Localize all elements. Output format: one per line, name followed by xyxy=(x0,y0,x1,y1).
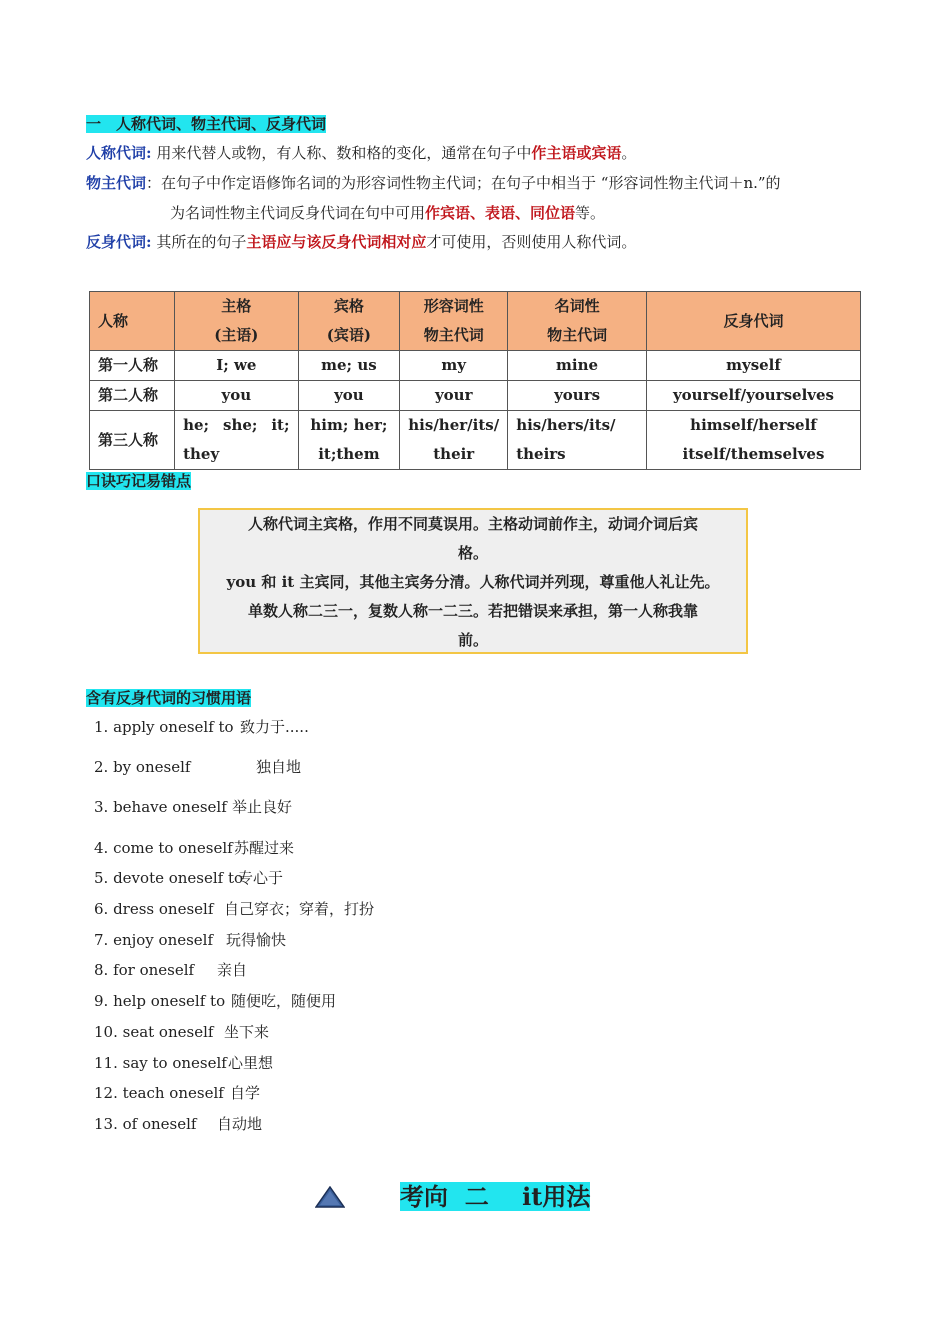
table-header-row xyxy=(90,292,861,351)
header-objective: 宾格 (宾语) xyxy=(298,292,400,351)
list-item: 1. apply oneself to 致力于..... xyxy=(94,718,309,736)
list-item: 8. for oneself 亲自 xyxy=(94,961,248,979)
header-reflexive: 反身代词 xyxy=(646,292,860,351)
list-item: 9. help oneself to 随便吃，随便用 xyxy=(94,992,337,1010)
reflexive-pronoun-definition: 反身代词: 其所在的句子主语应与该反身代词相对应才可使用，否则使用人称代词。 xyxy=(86,233,637,251)
list-item: 12. teach oneself 自学 xyxy=(94,1084,261,1102)
label-reflexive-pronoun: 反身代词: xyxy=(86,233,152,251)
section-title-mnemonic: 口诀巧记易错点 xyxy=(86,472,192,490)
triangle-icon xyxy=(315,1186,345,1208)
table-row: 第一人称 I; we me; us my mine myself xyxy=(90,351,861,381)
list-item: 6. dress oneself 自己穿衣；穿着，打扮 xyxy=(94,900,375,918)
header-adjective-possessive: 形容词性 物主代词 xyxy=(400,292,508,351)
mnemonic-box: 人称代词主宾格，作用不同莫误用。主格动词前作主，动词介词后宾 格。 you 和 it 主宾同，其他主宾务分清。人称代词并列现，尊重他人礼让先。 单数人称二三一，复数人称一二三。若把错误来承担，第一人称我靠 前。 xyxy=(198,508,748,654)
list-item: 13. of oneself 自动地 xyxy=(94,1115,263,1133)
section-title-pronouns: 一 人称代词、物主代词、反身代词 xyxy=(86,115,327,133)
section-title-it-usage: 考向 二 it用法 xyxy=(400,1182,591,1211)
section-title-idioms: 含有反身代词的习惯用语 xyxy=(86,689,252,707)
list-item: 7. enjoy oneself 玩得愉快 xyxy=(94,931,287,949)
list-item: 10. seat oneself 坐下来 xyxy=(94,1023,270,1041)
table-row: 第三人称 he; she; it; they him; her; it;them his/her/its/ their his/hers/its/ theirs himself/herself itself/themselves xyxy=(90,411,861,470)
list-item: 2. by oneself 独自地 xyxy=(94,758,302,776)
header-person: 人称 xyxy=(90,292,175,351)
label-possessive-pronoun: 物主代词 xyxy=(86,174,147,192)
label-personal-pronoun: 人称代词: xyxy=(86,144,152,162)
list-item: 3. behave oneself 举止良好 xyxy=(94,798,293,816)
header-subjective: 主格 (主语) xyxy=(175,292,298,351)
list-item: 11. say to oneself 心里想 xyxy=(94,1054,274,1072)
table-row: 第二人称 you you your yours yourself/yourselves xyxy=(90,381,861,411)
possessive-pronoun-definition: 物主代词：在句子中作定语修饰名词的为形容词性物主代词；在句子中相当于 “形容词性物主代词＋n.”的 为名词性物主代词反身代词在句中可用作宾语、表语、同位语等。 xyxy=(86,174,781,222)
list-item: 5. devote oneself to 专心于 xyxy=(94,869,284,887)
personal-pronoun-definition: 人称代词: 用来代替人或物，有人称、数和格的变化，通常在句子中作主语或宾语。 xyxy=(86,144,637,162)
header-noun-possessive: 名词性 物主代词 xyxy=(508,292,647,351)
pronoun-table xyxy=(89,291,861,470)
list-item: 4. come to oneself 苏醒过来 xyxy=(94,839,295,857)
